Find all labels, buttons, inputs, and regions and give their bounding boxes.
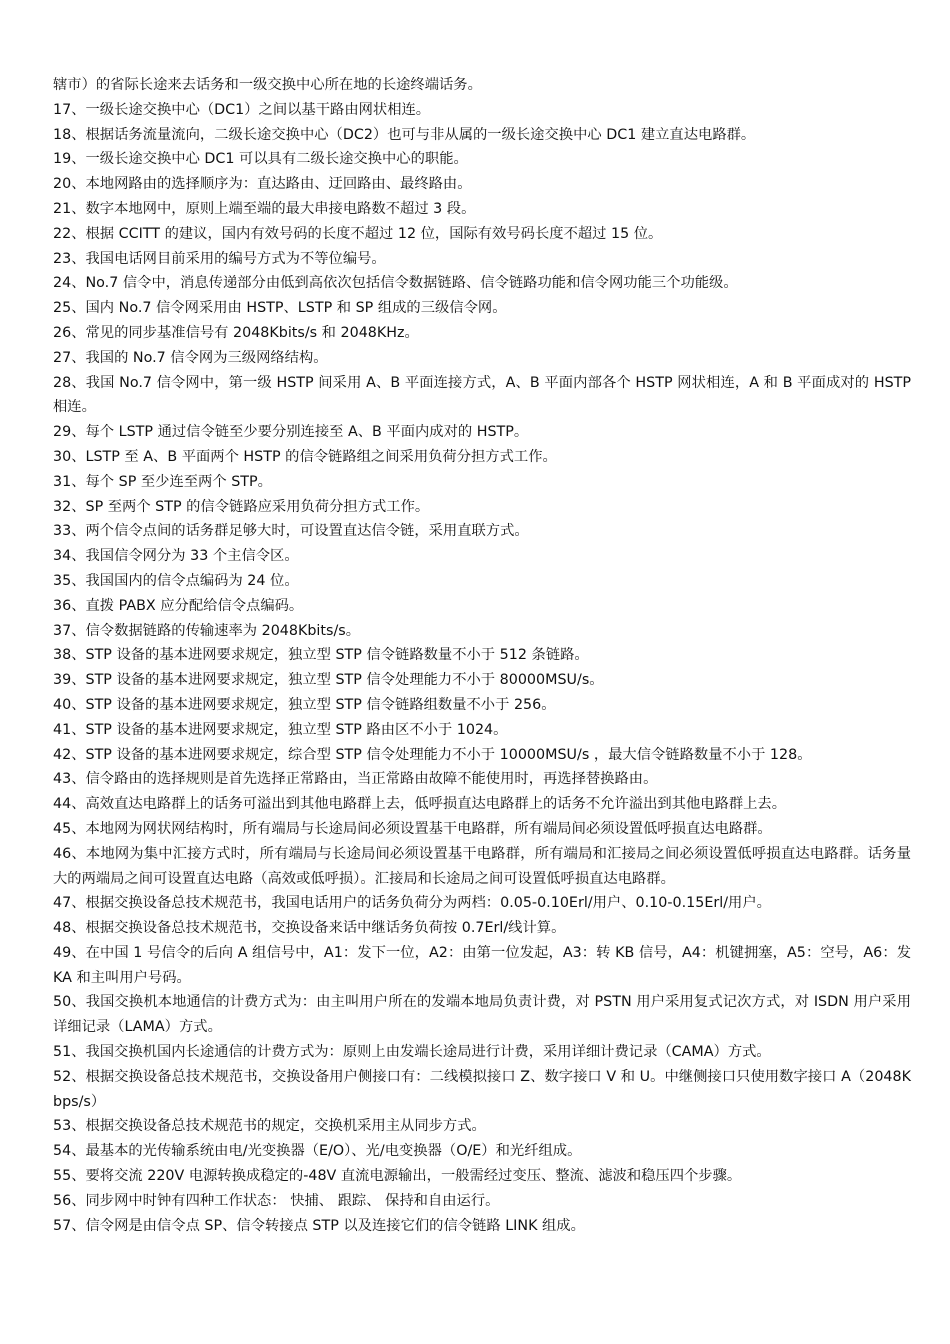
list-item: 41、STP 设备的基本进网要求规定，独立型 STP 路由区不小于 1024。 [53,721,508,738]
list-item: 43、信令路由的选择规则是首先选择正常路由，当正常路由故障不能使用时，再选择替换路由。 [53,771,658,788]
list-item: 28、我国 No.7 信令网中，第一级 HSTP 间采用 A、B 平面连接方式，A、B 平面内部各个 HSTP 网状相连，A 和 B 平面成对的 HSTP 相连。 [53,374,911,416]
list-item: 40、STP 设备的基本进网要求规定，独立型 STP 信令链路组数量不小于 256。 [53,696,556,713]
list-item: 29、每个 LSTP 通过信令链至少要分别连接至 A、B 平面内成对的 HSTP。 [53,424,529,441]
list-item: 23、我国电话网目前采用的编号方式为不等位编号。 [53,250,386,267]
list-item: 46、本地网为集中汇接方式时，所有端局与长途局间必须设置基干电路群，所有端局和汇接局之间必须设置低呼损直达电路群。话务量大的两端局之间可设置直达电路（高效或低呼损）。汇接局和长途局之间可设置低呼损直达电路群。 [53,845,911,887]
list-item: 34、我国信令网分为 33 个主信令区。 [53,548,299,565]
list-item: 20、本地网路由的选择顺序为：直达路由、迂回路由、最终路由。 [53,176,472,193]
list-item: 18、根据话务流量流向，二级长途交换中心（DC2）也可与非从属的一级长途交换中心 DC1 建立直达电路群。 [53,126,756,143]
list-item: 47、根据交换设备总技术规范书，我国电话用户的话务负荷分为两档：0.05-0.10Erl/用户、0.10-0.15Erl/用户。 [53,895,771,912]
list-item: 26、常见的同步基准信号有 2048Kbits/s 和 2048KHz。 [53,324,419,341]
list-item: 42、STP 设备的基本进网要求规定，综合型 STP 信令处理能力不小于 10000MSU/s ，最大信令链路数量不小于 128。 [53,746,812,763]
list-item: 22、根据 CCITT 的建议，国内有效号码的长度不超过 12 位，国际有效号码长度不超过 15 位。 [53,225,663,242]
list-item: 50、我国交换机本地通信的计费方式为：由主叫用户所在的发端本地局负责计费，对 PSTN 用户采用复式记次方式，对 ISDN 用户采用详细记录（LAMA）方式。 [53,994,911,1036]
list-item: 31、每个 SP 至少连至两个 STP。 [53,473,272,490]
list-item: 51、我国交换机国内长途通信的计费方式为：原则上由发端长途局进行计费，采用详细计费记录（CAMA）方式。 [53,1044,771,1061]
list-item: 57、信令网是由信令点 SP、信令转接点 STP 以及连接它们的信令链路 LINK 组成。 [53,1217,585,1234]
list-item: 36、直拨 PABX 应分配给信令点编码。 [53,597,304,614]
list-item: 30、LSTP 至 A、B 平面两个 HSTP 的信令链路组之间采用负荷分担方式工作。 [53,448,557,465]
list-item: 54、最基本的光传输系统由电/光变换器（E/O）、光/电变换器（O/E）和光纤组成。 [53,1143,582,1160]
paragraph-continuation: 辖市）的省际长途来去话务和一级交换中心所在地的长途终端话务。 [53,77,482,93]
list-item: 38、STP 设备的基本进网要求规定，独立型 STP 信令链路数量不小于 512 条链路。 [53,647,589,664]
list-item: 25、国内 No.7 信令网采用由 HSTP、LSTP 和 SP 组成的三级信令网。 [53,300,507,317]
list-item: 55、要将交流 220V 电源转换成稳定的-48V 直流电源输出，一般需经过变压、整流、滤波和稳压四个步骤。 [53,1168,742,1185]
list-item: 44、高效直达电路群上的话务可溢出到其他电路群上去，低呼损直达电路群上的话务不允许溢出到其他电路群上去。 [53,796,787,813]
list-item: 21、数字本地网中，原则上端至端的最大串接电路数不超过 3 段。 [53,200,476,217]
list-item: 53、根据交换设备总技术规范书的规定，交换机采用主从同步方式。 [53,1118,486,1135]
document-body [53,73,911,1238]
list-item: 37、信令数据链路的传输速率为 2048Kbits/s。 [53,622,361,639]
list-item: 39、STP 设备的基本进网要求规定，独立型 STP 信令处理能力不小于 80000MSU/s。 [53,672,604,689]
list-item: 27、我国的 No.7 信令网为三级网络结构。 [53,349,328,366]
list-item: 48、根据交换设备总技术规范书，交换设备来话中继话务负荷按 0.7Erl/线计算。 [53,920,566,937]
list-item: 17、一级长途交换中心（DC1）之间以基干路由网状相连。 [53,101,431,118]
list-item: 56、同步网中时钟有四种工作状态： 快捕、 跟踪、 保持和自由运行。 [53,1192,500,1209]
list-item: 33、两个信令点间的话务群足够大时，可设置直达信令链，采用直联方式。 [53,523,529,540]
list-item: 52、根据交换设备总技术规范书，交换设备用户侧接口有：二线模拟接口 Z、数字接口 V 和 U。中继侧接口只使用数字接口 A（2048Kbps/s） [53,1068,911,1110]
list-item: 35、我国国内的信令点编码为 24 位。 [53,572,299,589]
list-item: 32、SP 至两个 STP 的信令链路应采用负荷分担方式工作。 [53,498,430,515]
list-item: 45、本地网为网状网结构时，所有端局与长途局间必须设置基干电路群，所有端局间必须设置低呼损直达电路群。 [53,820,772,837]
list-item: 19、一级长途交换中心 DC1 可以具有二级长途交换中心的职能。 [53,151,468,168]
list-item: 49、在中国 1 号信令的后向 A 组信号中，A1：发下一位，A2：由第一位发起，A3：转 KB 信号，A4：机键拥塞，A5：空号，A6：发 KA 和主叫用户号码。 [53,944,911,986]
list-item: 24、No.7 信令中，消息传递部分由低到高依次包括信令数据链路、信令链路功能和信令网功能三个功能级。 [53,275,738,292]
